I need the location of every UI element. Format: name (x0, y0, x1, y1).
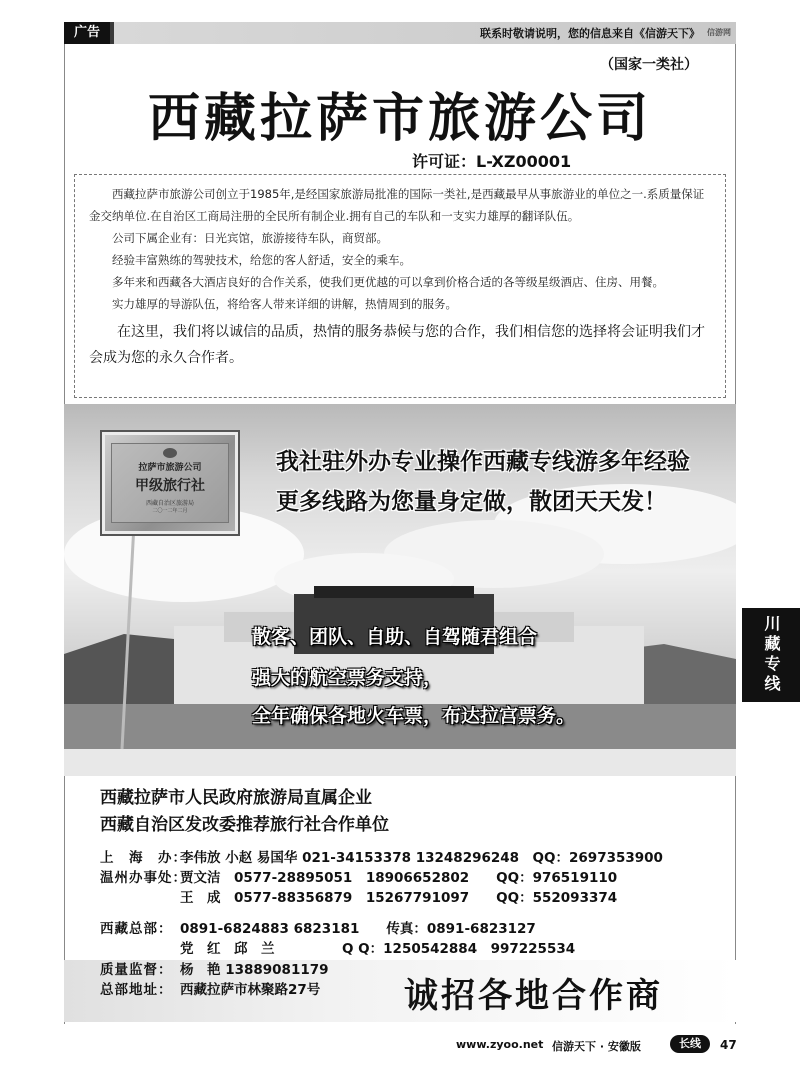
intro-paragraph: 公司下属企业有：日光宾馆，旅游接待车队，商贸部。 (112, 231, 388, 245)
intro-paragraph: 多年来和西藏各大酒店良好的合作关系，使我们更优越的可以拿到价格合适的各等级星级酒店、住房、用餐。 (112, 275, 664, 289)
service-line-2: 强大的航空票务支持， (252, 667, 443, 689)
contact-tibet-hq (100, 917, 536, 937)
intro-paragraph: 西藏拉萨市旅游公司创立于1985年,是经国家旅游局批准的国际一类社,是西藏最早从事旅游业的单位之一.系质量保证金交纳单位.在自治区工商局注册的全民所有制企业.拥有自己的车队和一支实力雄厚的翻译队伍。 (89, 187, 705, 223)
intro-paragraph: 经验丰富熟练的驾驶技术，给您的客人舒适，安全的乘车。 (112, 253, 411, 267)
recruit-banner: 诚招各地合作商 (404, 976, 663, 1016)
contact-tibet-hq-2 (100, 937, 575, 957)
service-line-1: 散客、团队、自助、自驾随君组合 (252, 626, 538, 648)
contact-label: 西藏总部： (100, 921, 173, 937)
intro-paragraph: 实力雄厚的导游队伍，将给客人带来详细的讲解，热情周到的服务。 (112, 297, 457, 311)
emblem-icon (163, 448, 177, 458)
plaque-date: 二〇一二年二月 (152, 508, 188, 514)
contact-wenzhou (100, 866, 617, 886)
side-tab-route: 川藏专线 (742, 608, 800, 702)
contact-label: 温州办事处： (100, 870, 187, 886)
plaque-issuer: 西藏自治区旅游局 (145, 500, 194, 507)
contact-label: 质量监督： (100, 962, 173, 978)
publication-logo: 信游网 (707, 28, 731, 37)
contact-value: 贾文洁 0577-28895051 18906652802 QQ：976519110 (180, 870, 618, 886)
license-number: 许可证：L-XZ00001 (412, 152, 572, 171)
header-note: 联系时敬请说明，您的信息来自《信游天下》 (480, 27, 700, 40)
footer-publication: 信游天下 · 安徽版 (552, 1040, 641, 1053)
footer-column-badge: 长线 (670, 1035, 710, 1053)
contact-label: 上 海 办： (100, 850, 187, 866)
contact-value: 西藏拉萨市林聚路27号 (180, 982, 321, 998)
intro-box (74, 174, 726, 398)
contact-shanghai (100, 846, 663, 866)
affiliation-line-2: 西藏自治区发改委推荐旅行社合作单位 (100, 815, 389, 835)
contact-address (100, 978, 320, 998)
contact-wenzhou-2 (100, 886, 617, 906)
service-line-3: 全年确保各地火车票，布达拉宫票务。 (252, 705, 576, 727)
contact-value: 0891-6824883 6823181 传真：0891-6823127 (180, 921, 536, 937)
contact-value: 党 红 邱 兰 Q Q：1250542884 997225534 (180, 941, 576, 957)
contact-value: 李伟放 小赵 易国华 021-34153378 13248296248 QQ：2697353900 (180, 850, 663, 866)
company-title: 西藏拉萨市旅游公司 (147, 88, 652, 149)
slogan-line-2: 更多线路为您量身定做，散团天天发！ (276, 489, 667, 515)
plaque-company: 拉萨市旅游公司 (138, 463, 202, 473)
slogan-line-1: 我社驻外办专业操作西藏专线游多年经验 (276, 449, 690, 475)
plaza-ground (64, 749, 736, 776)
contact-quality (100, 958, 329, 978)
footer-url[interactable]: www.zyoo.net (456, 1038, 544, 1051)
palace-roof (314, 586, 474, 598)
ad-tag: 广告 (64, 22, 110, 44)
intro-closing: 在这里，我们将以诚信的品质，热情的服务恭候与您的合作，我们相信您的选择将会证明我们才会成为您的永久合作者。 (89, 324, 705, 366)
certification-plaque (102, 432, 238, 534)
contact-value: 王 成 0577-88356879 15267791097 QQ：552093374 (180, 890, 618, 906)
contact-value: 杨 艳 13889081179 (180, 962, 329, 978)
company-classification: （国家一类社） (600, 57, 698, 73)
contact-label: 总部地址： (100, 982, 173, 998)
affiliation-line-1: 西藏拉萨市人民政府旅游局直属企业 (100, 788, 372, 808)
plaque-grade: 甲级旅行社 (135, 478, 205, 494)
page-number: 47 (720, 1038, 737, 1052)
